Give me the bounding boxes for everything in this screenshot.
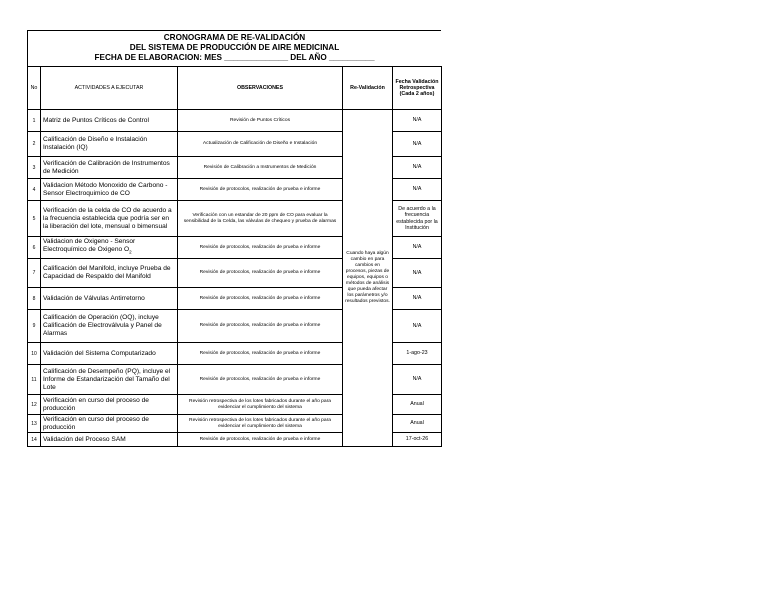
row-actividad-text: Validacion de Oxigeno - Sensor Electroquímico de Oxigeno O bbox=[43, 238, 136, 254]
row-no: 6 bbox=[28, 237, 41, 259]
col-header-observaciones: OBSERVACIONES bbox=[178, 67, 343, 110]
row-observacion: Verificación con un estandar de 20 ppm de CO para evaluar la sensibilidad de la Celda, las válvulas de chequeo y prueba de alarmas bbox=[178, 201, 343, 237]
row-observacion: Revisión retrospectiva de los lotes fabricados durante el año para evidenciar el cumplimiento del sistema bbox=[178, 415, 343, 433]
title-line-1: CRONOGRAMA DE RE-VALIDACIÓN bbox=[163, 33, 306, 42]
row-observacion: Revisión de protocolos, realización de prueba e informe bbox=[178, 343, 343, 365]
col-header-actividades: ACTIVIDADES A EJECUTAR bbox=[41, 67, 178, 110]
row-fecha: N/A bbox=[393, 288, 442, 310]
row-observacion: Revisión de protocolos, realización de prueba e informe bbox=[178, 237, 343, 259]
row-no: 10 bbox=[28, 343, 41, 365]
row-actividad: Calificación de Desempeño (PQ), incluye el Informe de Estandarización del Tamaño del Lote bbox=[41, 365, 178, 395]
row-fecha: 17-oct-26 bbox=[393, 433, 442, 447]
row-observacion: Revisión de protocolos, realización de prueba e informe bbox=[178, 433, 343, 447]
row-actividad: Calificación de Operación (OQ), incluye Calificación de Electroválvula y Panel de Alarmas bbox=[41, 310, 178, 343]
row-actividad bbox=[41, 237, 178, 259]
col-header-revalidacion: Re-Validación bbox=[343, 67, 393, 110]
row-observacion: Revisión de protocolos, realización de prueba e informe bbox=[178, 365, 343, 395]
row-no: 1 bbox=[28, 110, 41, 132]
row-no: 12 bbox=[28, 395, 41, 415]
row-actividad: Calificación del Manifold, incluye Prueba de Capacidad de Respaldo del Manifold bbox=[41, 259, 178, 288]
row-actividad: Verificación en curso del proceso de producción bbox=[41, 395, 178, 415]
row-observacion: Revisión de protocolos, realización de prueba e informe bbox=[178, 288, 343, 310]
row-no: 7 bbox=[28, 259, 41, 288]
schedule-sheet bbox=[27, 30, 441, 447]
row-observacion: Revisión de Puntos Críticos bbox=[178, 110, 343, 132]
table-row bbox=[28, 110, 442, 132]
row-fecha: N/A bbox=[393, 110, 442, 132]
row-no: 3 bbox=[28, 157, 41, 179]
table-header-row bbox=[28, 67, 442, 110]
title-block bbox=[27, 30, 441, 66]
row-fecha: Anual bbox=[393, 395, 442, 415]
title-line-2: DEL SISTEMA DE PRODUCCIÓN DE AIRE MEDICINAL bbox=[129, 43, 340, 52]
col-header-fecha-validacion: Fecha Validación Retrospectiva (Cada 2 años) bbox=[393, 67, 442, 110]
row-fecha: N/A bbox=[393, 237, 442, 259]
revalidacion-note: Cuando haya algún cambio en para cambios en procesos, piezas de equipos, equipos o métodos de análisis que pueda afectar los parámetros y/o resultados previstos. bbox=[343, 110, 393, 447]
row-no: 9 bbox=[28, 310, 41, 343]
row-no: 8 bbox=[28, 288, 41, 310]
row-fecha: N/A bbox=[393, 157, 442, 179]
row-actividad: Validacion Método Monoxido de Carbono - Sensor Electroquimico de CO bbox=[41, 179, 178, 201]
row-observacion: Revisión retrospectiva de los lotes fabricados durante el año para evidenciar el cumplimiento del sistema bbox=[178, 395, 343, 415]
row-fecha: N/A bbox=[393, 310, 442, 343]
col-header-no: No bbox=[28, 67, 41, 110]
row-fecha: N/A bbox=[393, 365, 442, 395]
row-actividad: Calificación de Diseño e Instalación Instalación (IQ) bbox=[41, 132, 178, 157]
title-line-3: FECHA DE ELABORACION: MES ______________ DEL AÑO __________ bbox=[94, 53, 375, 62]
row-actividad: Verificación en curso del proceso de producción bbox=[41, 415, 178, 433]
row-observacion: Actualización de Calificación de Diseño e Instalación bbox=[178, 132, 343, 157]
row-actividad-subscript: 2 bbox=[129, 249, 132, 255]
row-observacion: Revisión de protocolos, realización de prueba e informe bbox=[178, 259, 343, 288]
row-fecha: N/A bbox=[393, 132, 442, 157]
row-actividad: Validación del Proceso SAM bbox=[41, 433, 178, 447]
row-no: 5 bbox=[28, 201, 41, 237]
row-no: 11 bbox=[28, 365, 41, 395]
row-observacion: Revisión de protocolos, realización de prueba e informe bbox=[178, 179, 343, 201]
row-no: 2 bbox=[28, 132, 41, 157]
schedule-table bbox=[27, 66, 442, 447]
row-actividad: Matriz de Puntos Críticos de Control bbox=[41, 110, 178, 132]
row-fecha: N/A bbox=[393, 259, 442, 288]
row-actividad: Verificación de Calibración de Instrumentos de Medición bbox=[41, 157, 178, 179]
row-no: 4 bbox=[28, 179, 41, 201]
row-no: 13 bbox=[28, 415, 41, 433]
row-actividad: Validación del Sistema Computarizado bbox=[41, 343, 178, 365]
row-actividad: Verificación de la celda de CO de acuerdo a la frecuencia establecida que podría ser en la liberación del lote, mensual o bimensual bbox=[41, 201, 178, 237]
row-no: 14 bbox=[28, 433, 41, 447]
row-actividad: Validación de Válvulas Antirretorno bbox=[41, 288, 178, 310]
row-observacion: Revisión de Calibración a Instrumentos de Medición bbox=[178, 157, 343, 179]
row-fecha: 1-ago-23 bbox=[393, 343, 442, 365]
row-fecha: Anual bbox=[393, 415, 442, 433]
row-fecha: De acuerdo a la frecuencia establecida por la Institución bbox=[393, 201, 442, 237]
row-observacion: Revisión de protocolos, realización de prueba e informe bbox=[178, 310, 343, 343]
row-fecha: N/A bbox=[393, 179, 442, 201]
